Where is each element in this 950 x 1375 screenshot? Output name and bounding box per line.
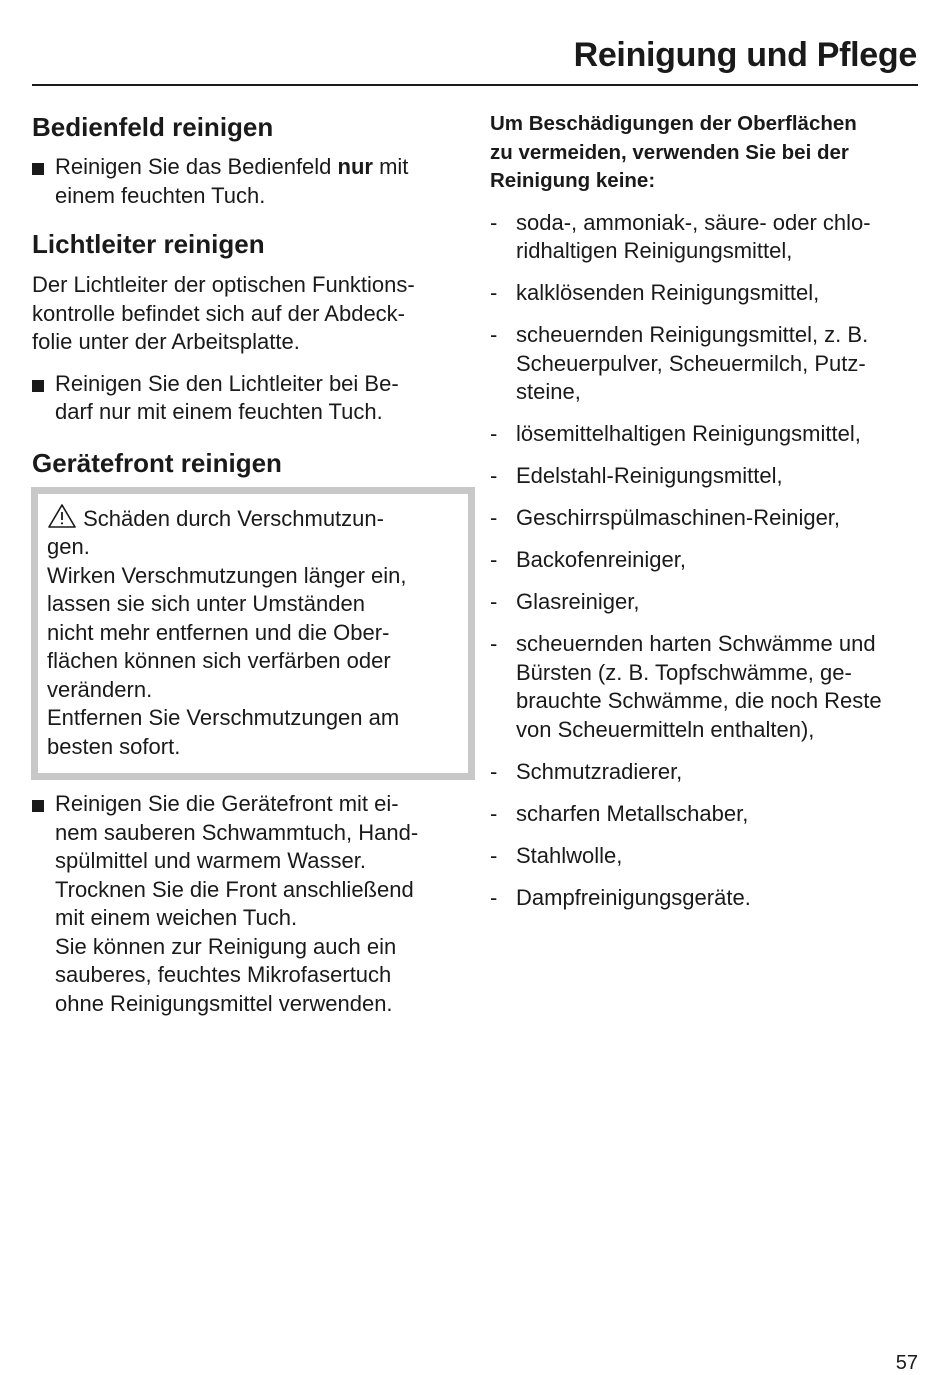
dash-bullet-icon: -	[490, 421, 498, 446]
dash-bullet-icon: -	[490, 280, 498, 305]
bullet-geraetefront	[32, 790, 462, 1018]
bullet-line: Reinigen Sie das Bedienfeld nur mit	[55, 154, 409, 179]
intro-line: Reinigung keine:	[490, 169, 656, 192]
left-column	[32, 110, 462, 1018]
dash-item-line: von Scheuermitteln enthalten),	[516, 716, 815, 742]
dash-item-line: brauchte Schwämme, die noch Reste	[516, 688, 882, 713]
warning-title-line	[47, 503, 458, 534]
intro-line: zu vermeiden, verwenden Sie bei der	[490, 140, 849, 164]
dash-item-line: kalklösenden Reinigungsmittel,	[516, 280, 820, 305]
dash-item-line: Glasreiniger,	[516, 589, 640, 614]
dash-bullet-icon: -	[490, 322, 498, 347]
bullet-line: einem feuchten Tuch.	[55, 182, 266, 208]
dash-item-line: steine,	[516, 379, 581, 404]
paragraph-lichtleiter	[32, 271, 462, 357]
dash-item-line: scheuernden Reinigungsmittel, z. B.	[516, 322, 869, 347]
header-rule	[32, 84, 918, 86]
dash-item-line: lösemittelhaltigen Reinigungsmittel,	[516, 421, 861, 446]
bullet-line: Sie können zur Reinigung auch ein	[55, 933, 397, 959]
text-line: kontrolle befindet sich auf der Abdeck-	[32, 300, 406, 326]
square-bullet-icon	[32, 800, 44, 812]
dash-item-line: Bürsten (z. B. Topfschwämme, ge-	[516, 659, 852, 685]
bullet-line: mit einem weichen Tuch.	[55, 905, 298, 930]
dash-bullet-icon: -	[490, 800, 498, 826]
dash-list-item	[490, 842, 925, 871]
dash-bullet-icon: -	[490, 842, 498, 868]
dash-list-item	[490, 420, 925, 449]
bullet-line: nem sauberen Schwammtuch, Hand-	[55, 819, 419, 845]
warning-text-line: Entfernen Sie Verschmutzungen am	[47, 705, 400, 730]
dash-list	[490, 209, 925, 913]
dash-item-line: Schmutzradierer,	[516, 758, 683, 784]
dash-item-line: scheuernden harten Schwämme und	[516, 631, 876, 656]
warning-title-line: gen.	[47, 534, 90, 559]
bullet-bedienfeld	[32, 153, 462, 210]
dash-list-item	[490, 588, 925, 617]
dash-item-line: soda-, ammoniak-, säure- oder chlo-	[516, 209, 871, 235]
dash-item-line: Stahlwolle,	[516, 842, 623, 868]
section-heading-bedienfeld: Bedienfeld reinigen	[32, 112, 274, 142]
dash-list-item	[490, 209, 925, 266]
dash-list-item	[490, 546, 925, 575]
dash-bullet-icon: -	[490, 631, 498, 656]
text-line: folie unter der Arbeitsplatte.	[32, 329, 300, 354]
text-line: Der Lichtleiter der optischen Funktions-	[32, 272, 415, 297]
warning-text-line: verändern.	[47, 676, 153, 702]
warning-text-line: Wirken Verschmutzungen länger ein,	[47, 562, 407, 588]
square-bullet-icon	[32, 163, 44, 175]
dash-list-item	[490, 884, 925, 913]
bullet-line: Trocknen Sie die Front anschließend	[55, 876, 414, 902]
dash-bullet-icon: -	[490, 758, 498, 784]
warning-box	[31, 487, 475, 781]
dash-item-line: Geschirrspülmaschinen-Reiniger,	[516, 505, 841, 530]
dash-list-item	[490, 800, 925, 829]
dash-bullet-icon: -	[490, 505, 498, 530]
bullet-line: Reinigen Sie die Gerätefront mit ei-	[55, 791, 399, 816]
square-bullet-icon	[32, 380, 44, 392]
bullet-line: sauberes, feuchtes Mikrofasertuch	[55, 962, 392, 987]
bold-emphasis: nur	[337, 154, 373, 179]
warning-text-line: flächen können sich verfärben oder	[47, 648, 391, 673]
right-column	[490, 110, 925, 912]
page-number: 57	[895, 1352, 918, 1374]
dash-list-item	[490, 462, 925, 491]
dash-item-line: Backofenreiniger,	[516, 547, 686, 572]
dash-list-item	[490, 321, 925, 407]
dash-bullet-icon: -	[490, 209, 498, 235]
section-heading-geraetefront: Gerätefront reinigen	[32, 447, 282, 478]
warning-triangle-icon	[47, 503, 77, 529]
dash-list-item	[490, 630, 925, 744]
bullet-line: ohne Reinigungsmittel verwenden.	[55, 990, 393, 1016]
section-heading-lichtleiter: Lichtleiter reinigen	[32, 229, 265, 259]
bullet-line: spülmittel und warmem Wasser.	[55, 848, 366, 873]
dash-item-line: Scheuerpulver, Scheuermilch, Putz-	[516, 350, 866, 376]
bullet-lichtleiter	[32, 370, 462, 427]
page-title: Reinigung und Pflege	[573, 36, 917, 74]
dash-item-line: ridhaltigen Reinigungsmittel,	[516, 238, 793, 263]
bullet-line: darf nur mit einem feuchten Tuch.	[55, 399, 383, 424]
warning-title: Schäden durch Verschmutzun-	[83, 505, 384, 531]
dash-bullet-icon: -	[490, 589, 498, 614]
warning-text-line: besten sofort.	[47, 733, 181, 759]
warning-text-line: lassen sie sich unter Umständen	[47, 591, 365, 616]
dash-list-item	[490, 758, 925, 787]
dash-bullet-icon: -	[490, 547, 498, 572]
dash-item-line: scharfen Metallschaber,	[516, 800, 749, 826]
dash-bullet-icon: -	[490, 463, 498, 488]
dash-item-line: Edelstahl-Reinigungsmittel,	[516, 463, 783, 488]
intro-line: Um Beschädigungen der Oberflächen	[490, 112, 857, 135]
warning-text-line: nicht mehr entfernen und die Ober-	[47, 619, 390, 645]
intro-paragraph	[490, 110, 925, 196]
dash-list-item	[490, 504, 925, 533]
bullet-line: Reinigen Sie den Lichtleiter bei Be-	[55, 370, 399, 396]
dash-bullet-icon: -	[490, 884, 498, 910]
dash-item-line: Dampfreinigungsgeräte.	[516, 884, 751, 910]
dash-list-item	[490, 279, 925, 308]
